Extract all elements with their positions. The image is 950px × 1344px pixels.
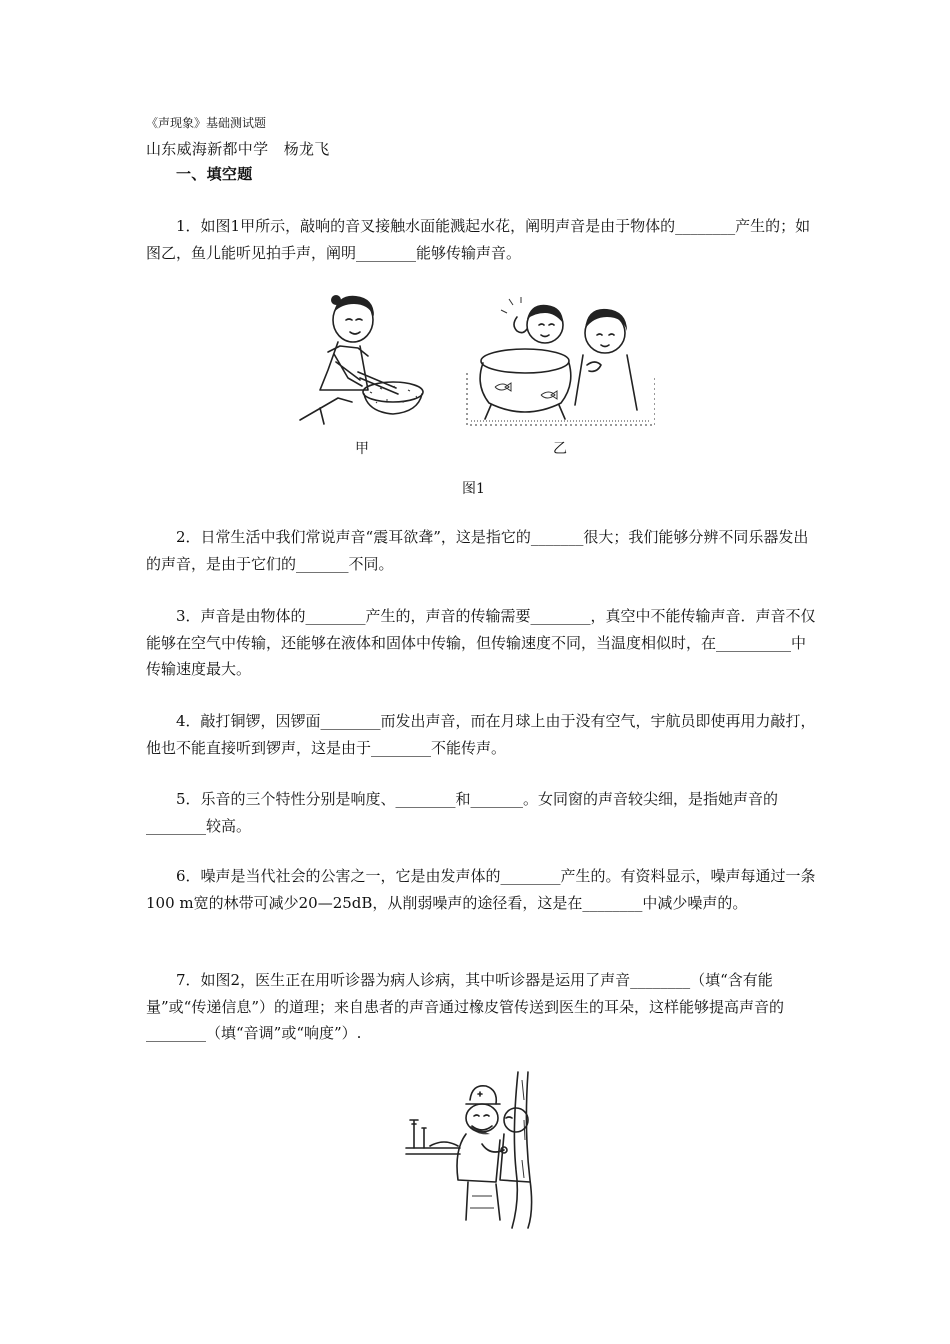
- question-5-text: 5．乐音的三个特性分别是响度、________和_______。女同窗的声音较尖细，是指她声音的________较高。: [146, 790, 779, 835]
- question-6-text: 6．噪声是当代社会的公害之一，它是由发声体的________产生的。有资料显示，噪声每通过一条100 m宽的林带可减少20—25dB，从削弱噪声的途径看，这是在________中减少噪声的。: [146, 867, 816, 912]
- question-1-text: 1．如图1甲所示，敲响的音叉接触水面能溅起水花，阐明声音是由于物体的________产生的；如图乙，鱼儿能听见拍手声，阐明________能够传输声音。: [146, 217, 811, 262]
- question-6: [146, 863, 816, 916]
- question-2-text: 2．日常生活中我们常说声音“震耳欲聋”，这是指它的_______很大；我们能够分辨不同乐器发出的声音，是由于它们的_______不同。: [146, 528, 809, 573]
- question-7-text: 7．如图2，医生正在用听诊器为病人诊病，其中听诊器是运用了声音________（填“含有能量”或“传递信息”）的道理；来自患者的声音通过橡皮管传送到医生的耳朵，这样能够提高声音的________（填“音调”或“响度”）.: [146, 971, 785, 1042]
- question-1: [146, 213, 816, 266]
- figure-1a-label: 甲: [355, 441, 369, 457]
- author-line: 山东威海新都中学 杨龙飞: [146, 140, 330, 158]
- question-7: [146, 967, 816, 1047]
- question-2: [146, 524, 816, 577]
- section-heading: 一、填空题: [176, 165, 253, 183]
- question-3-text: 3．声音是由物体的________产生的，声音的传输需要________，真空中不能传输声音．声音不仅能够在空气中传输，还能够在液体和固体中传输，但传输速度不同，当温度相似时，在__________中传输速度最大。: [146, 607, 816, 678]
- figure-1b-illustration: [465, 295, 655, 430]
- question-4: [146, 708, 816, 761]
- question-4-text: 4．敲打铜锣，因锣面________而发出声音，而在月球上由于没有空气，宇航员即使再用力敲打，他也不能直接听到锣声，这是由于________不能传声。: [146, 712, 816, 757]
- figure-2-illustration: [400, 1070, 550, 1230]
- figure-1a-illustration: [298, 290, 433, 425]
- figure-1b-label: 乙: [553, 441, 567, 457]
- figure-1-caption: 图1: [462, 481, 485, 497]
- question-5: [146, 786, 816, 839]
- doc-title: 《声现象》基础测试题: [146, 116, 267, 130]
- question-3: [146, 603, 816, 683]
